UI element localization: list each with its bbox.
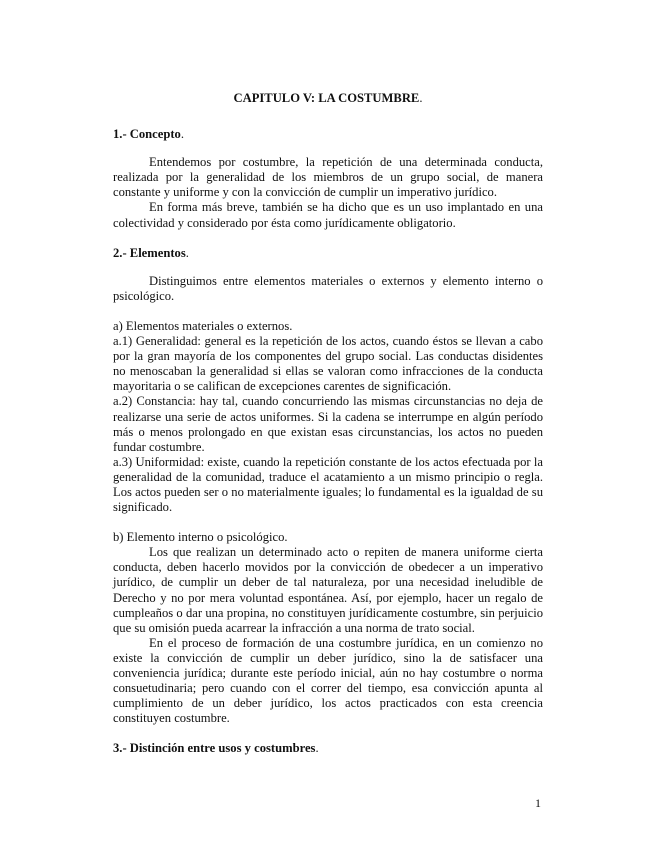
elementos-intro: Distinguimos entre elementos materiales o externos y elemento interno o psicológico. xyxy=(113,273,543,303)
section-heading-dot: . xyxy=(180,127,185,142)
internal-element-title: b) Elemento interno o psicológico. xyxy=(113,530,288,545)
section-heading-text: 3.- Distinción entre usos y costumbres xyxy=(113,741,316,756)
section-heading-text: 1.- Concepto xyxy=(113,127,181,142)
chapter-title xyxy=(113,91,543,106)
material-item-generalidad: a.1) Generalidad: general es la repetición de los actos, cuando éstos se llevan a cabo por la gran mayoría de los componentes del grupo social. Las conductas disidentes no menoscaban la generalidad si ellas se valoran como infracciones de la conducta mayoritaria o se califican de excepciones carentes de significación. xyxy=(113,334,543,394)
concepto-paragraph-1: Entendemos por costumbre, la repetición de una determinada conducta, realizada por la generalidad de los miembros de un grupo social, de manera constante y uniforme y con la convicción de cumplir un imperativo jurídico. xyxy=(113,155,543,200)
internal-paragraph-2: En el proceso de formación de una costumbre jurídica, en un comienzo no existe la convicción de cumplir un deber jurídico, sino la de satisfacer una conveniencia jurídica; durante este período inicial, aún no hay costumbre o norma consuetudinaria; pero cuando con el correr del tiempo, esa convicción apunta al cumplimiento de un deber jurídico, los actos practicados con esta creencia constituyen costumbre. xyxy=(113,635,543,726)
section-heading-concepto xyxy=(113,127,543,142)
chapter-title-text: CAPITULO V: LA COSTUMBRE xyxy=(233,91,420,105)
section-heading-dot: . xyxy=(315,741,319,756)
internal-paragraph-1: Los que realizan un determinado acto o repiten de manera uniforme cierta conducta, deben hacerlo movidos por la convicción de obedecer a un imperativo jurídico, de cumplir un deber de tal naturaleza, por una necesidad ineludible de Derecho y no por mera voluntad espontánea. Así, por ejemplo, hacer un regalo de cumpleaños o dar una propina, no constituyen jurídicamente costumbre, sin perjuicio que su omisión pueda acarrear la infracción a una norma de trato social. xyxy=(113,545,543,635)
concepto-paragraph-2: En forma más breve, también se ha dicho que es un uso implantado en una colectividad y considerado por ésta como jurídicamente obligatorio. xyxy=(113,200,543,230)
chapter-title-dot: . xyxy=(419,91,423,105)
material-elements-title: a) Elementos materiales o externos. xyxy=(113,318,293,333)
material-item-constancia: a.2) Constancia: hay tal, cuando concurriendo las mismas circunstancias no deja de realizarse una serie de actos uniformes. Si la cadena se interrumpe en algún período más o menos prolongado en que existan esas circunstancias, los actos no pueden fundar costumbre. xyxy=(113,394,543,454)
section-heading-elementos xyxy=(113,246,543,261)
material-item-uniformidad: a.3) Uniformidad: existe, cuando la repetición constante de los actos efectuada por la generalidad de la comunidad, traduce el acatamiento a un mismo principio o regla. Los actos pueden ser o no materialmente iguales; lo fundamental es la igualdad de su significado. xyxy=(113,454,543,515)
section-heading-text: 2.- Elementos xyxy=(113,245,186,260)
document-page xyxy=(113,91,543,756)
section-heading-dot: . xyxy=(185,245,189,260)
section-heading-distincion xyxy=(113,741,543,756)
page-number: 1 xyxy=(535,796,541,810)
